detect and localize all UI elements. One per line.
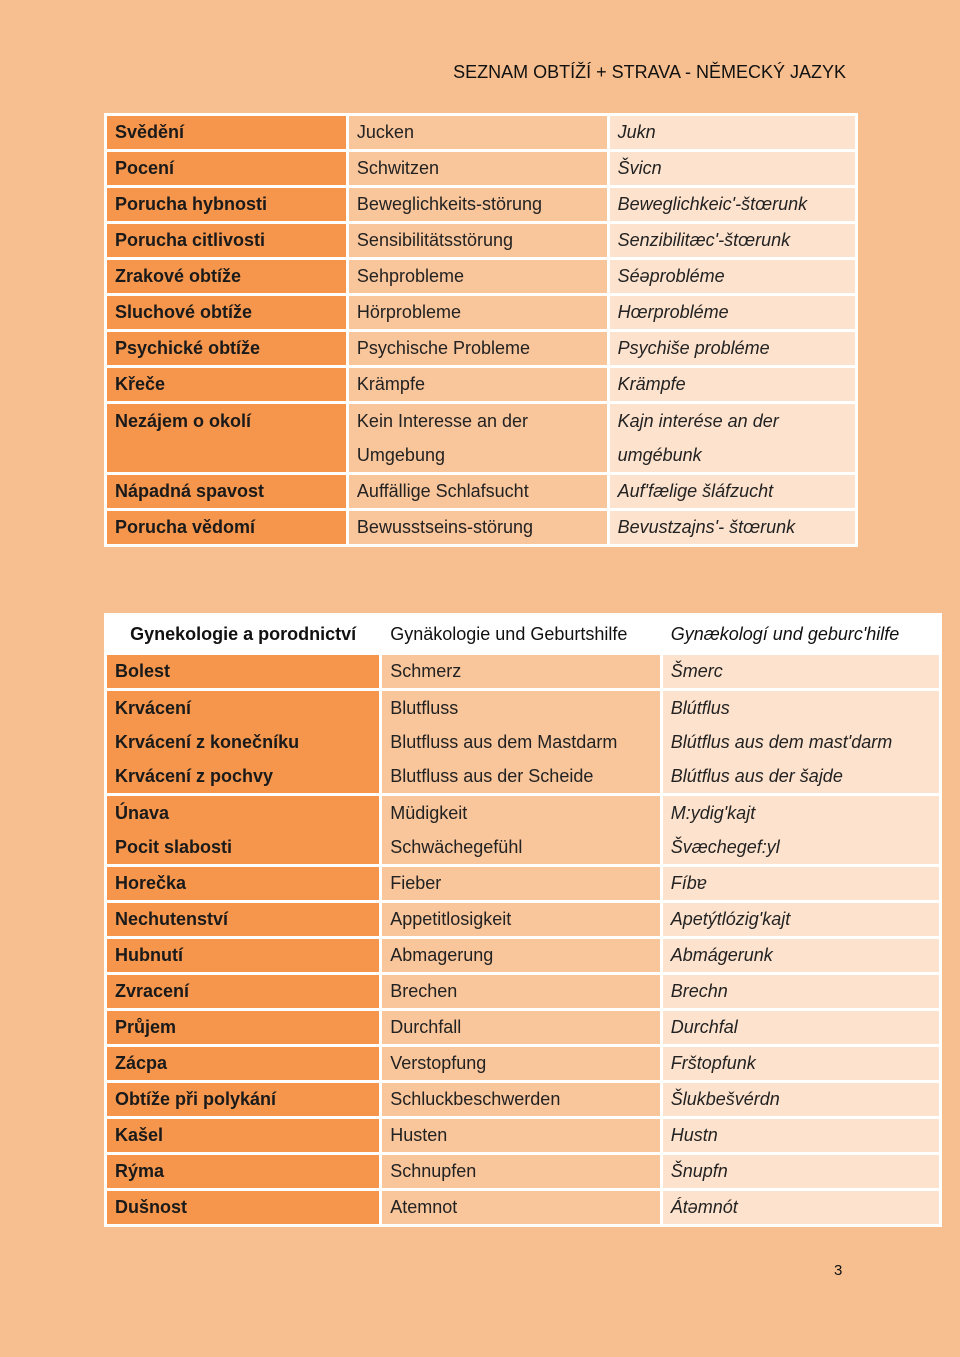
cell-pronunciation: Séəprobléme: [610, 260, 855, 293]
cell-pronunciation: Psychiše probléme: [610, 332, 855, 365]
cell-pronunciation: Šnupfn: [663, 1155, 939, 1188]
cell-czech: Nechutenství: [107, 903, 379, 936]
cell-pronunciation: Švicn: [610, 152, 855, 185]
cell-czech: Porucha vědomí: [107, 511, 346, 544]
cell-pronunciation: Hustn: [663, 1119, 939, 1152]
cell-pronunciation: Senzibilitæc'-štœrunk: [610, 224, 855, 257]
cell-czech: Porucha hybnosti: [107, 188, 346, 221]
cell-pronunciation: Auf'fælige šláfzucht: [610, 475, 855, 508]
cell-line: Pocit slabosti: [115, 837, 233, 857]
table-row: [107, 404, 855, 472]
cell-czech: Svědění: [107, 116, 346, 149]
cell-pronunciation: [663, 691, 939, 793]
cell-czech: Sluchové obtíže: [107, 296, 346, 329]
table-row: [107, 332, 855, 365]
header-german: Gynäkologie und Geburtshilfe: [382, 616, 660, 652]
cell-line: M:ydig'kajt: [670, 803, 756, 823]
table-row: [107, 116, 855, 149]
table-row: [107, 655, 939, 688]
cell-czech: Rýma: [107, 1155, 379, 1188]
cell-pronunciation: Frštopfunk: [663, 1047, 939, 1080]
cell-german: Fieber: [382, 867, 660, 900]
table-row: [107, 475, 855, 508]
cell-czech: Dušnost: [107, 1191, 379, 1224]
table-row: [107, 1155, 939, 1188]
cell-line: Blutfluss aus der Scheide: [390, 766, 594, 786]
cell-line: Krvácení: [115, 698, 192, 718]
cell-german: Appetitlosigkeit: [382, 903, 660, 936]
cell-line: Blutfluss: [390, 698, 459, 718]
cell-german: Schluckbeschwerden: [382, 1083, 660, 1116]
table-row: [107, 1191, 939, 1224]
cell-line: Krvácení z pochvy: [115, 766, 274, 786]
table-row: [107, 1083, 939, 1116]
cell-pronunciation: Átəmnót: [663, 1191, 939, 1224]
table-row: [107, 260, 855, 293]
cell-german: Krämpfe: [349, 368, 607, 401]
cell-czech: Kašel: [107, 1119, 379, 1152]
cell-line: Švæchegef:yl: [670, 837, 780, 857]
cell-pronunciation: Durchfal: [663, 1011, 939, 1044]
cell-line: Krvácení z konečníku: [115, 732, 300, 752]
cell-czech: Průjem: [107, 1011, 379, 1044]
cell-german: Verstopfung: [382, 1047, 660, 1080]
cell-pronunciation: Kajn interése an der umgébunk: [610, 404, 855, 472]
cell-german: Kein Interesse an der Umgebung: [349, 404, 607, 472]
cell-german: Auffällige Schlafsucht: [349, 475, 607, 508]
cell-german: Schmerz: [382, 655, 660, 688]
table-row: [107, 188, 855, 221]
header-czech: Gynekologie a porodnictví: [107, 616, 379, 652]
cell-pronunciation: Bevustzajns'- štœrunk: [610, 511, 855, 544]
cell-czech: [107, 796, 379, 864]
cell-czech: Zrakové obtíže: [107, 260, 346, 293]
table-header-row: [107, 616, 939, 652]
table-row: [107, 867, 939, 900]
cell-german: Bewusstseins-störung: [349, 511, 607, 544]
table-row: [107, 1011, 939, 1044]
symptoms-table: [104, 113, 858, 547]
cell-german: Husten: [382, 1119, 660, 1152]
cell-pronunciation: [663, 796, 939, 864]
cell-line: Únava: [115, 803, 170, 823]
cell-line: Blútflus aus der šajde: [670, 766, 843, 786]
table-row: [107, 224, 855, 257]
cell-czech: Obtíže při polykání: [107, 1083, 379, 1116]
cell-line: Blútflus aus dem mast'darm: [670, 732, 893, 752]
cell-czech: Porucha citlivosti: [107, 224, 346, 257]
cell-czech: Nezájem o okolí: [107, 404, 346, 472]
cell-german: Jucken: [349, 116, 607, 149]
cell-german: Schnupfen: [382, 1155, 660, 1188]
cell-german: Durchfall: [382, 1011, 660, 1044]
cell-pronunciation: Krämpfe: [610, 368, 855, 401]
table-row: [107, 903, 939, 936]
cell-pronunciation: Šmerc: [663, 655, 939, 688]
cell-german: Sensibilitätsstörung: [349, 224, 607, 257]
table-row: [107, 511, 855, 544]
cell-pronunciation: Jukn: [610, 116, 855, 149]
table-row: [107, 1119, 939, 1152]
cell-german: Schwitzen: [349, 152, 607, 185]
table-row: [107, 296, 855, 329]
cell-german: Beweglichkeits-störung: [349, 188, 607, 221]
cell-czech: [107, 691, 379, 793]
table-row: [107, 939, 939, 972]
cell-line: Müdigkeit: [390, 803, 468, 823]
cell-czech: Bolest: [107, 655, 379, 688]
cell-line: Blutfluss aus dem Mastdarm: [390, 732, 618, 752]
cell-pronunciation: Abmágerunk: [663, 939, 939, 972]
cell-czech: Zvracení: [107, 975, 379, 1008]
table-row: [107, 1047, 939, 1080]
cell-german: Psychische Probleme: [349, 332, 607, 365]
page-title: SEZNAM OBTÍŽÍ + STRAVA - NĚMECKÝ JAZYK: [453, 62, 846, 82]
cell-line: Schwächegefühl: [390, 837, 523, 857]
table-row: [107, 975, 939, 1008]
table-row: [107, 152, 855, 185]
table-row: [107, 691, 939, 793]
cell-czech: Hubnutí: [107, 939, 379, 972]
cell-czech: Horečka: [107, 867, 379, 900]
cell-pronunciation: Hœrprobléme: [610, 296, 855, 329]
cell-pronunciation: Apetýtlózig'kajt: [663, 903, 939, 936]
cell-pronunciation: Šlukbešvérdn: [663, 1083, 939, 1116]
gynecology-table: [104, 613, 942, 1227]
cell-german: [382, 691, 660, 793]
cell-german: Abmagerung: [382, 939, 660, 972]
cell-czech: Psychické obtíže: [107, 332, 346, 365]
cell-pronunciation: Brechn: [663, 975, 939, 1008]
cell-german: Brechen: [382, 975, 660, 1008]
cell-german: Hörprobleme: [349, 296, 607, 329]
table-row: [107, 796, 939, 864]
page-number: 3: [834, 1262, 843, 1279]
cell-czech: Nápadná spavost: [107, 475, 346, 508]
cell-pronunciation: Fíbɐ: [663, 867, 939, 900]
cell-german: Sehprobleme: [349, 260, 607, 293]
cell-czech: Pocení: [107, 152, 346, 185]
cell-german: [382, 796, 660, 864]
header-pronunciation: Gynækologí und geburc'hilfe: [663, 616, 939, 652]
cell-line: Blútflus: [670, 698, 730, 718]
cell-german: Atemnot: [382, 1191, 660, 1224]
cell-czech: Křeče: [107, 368, 346, 401]
cell-czech: Zácpa: [107, 1047, 379, 1080]
cell-pronunciation: Beweglichkeic'-štœrunk: [610, 188, 855, 221]
table-row: [107, 368, 855, 401]
